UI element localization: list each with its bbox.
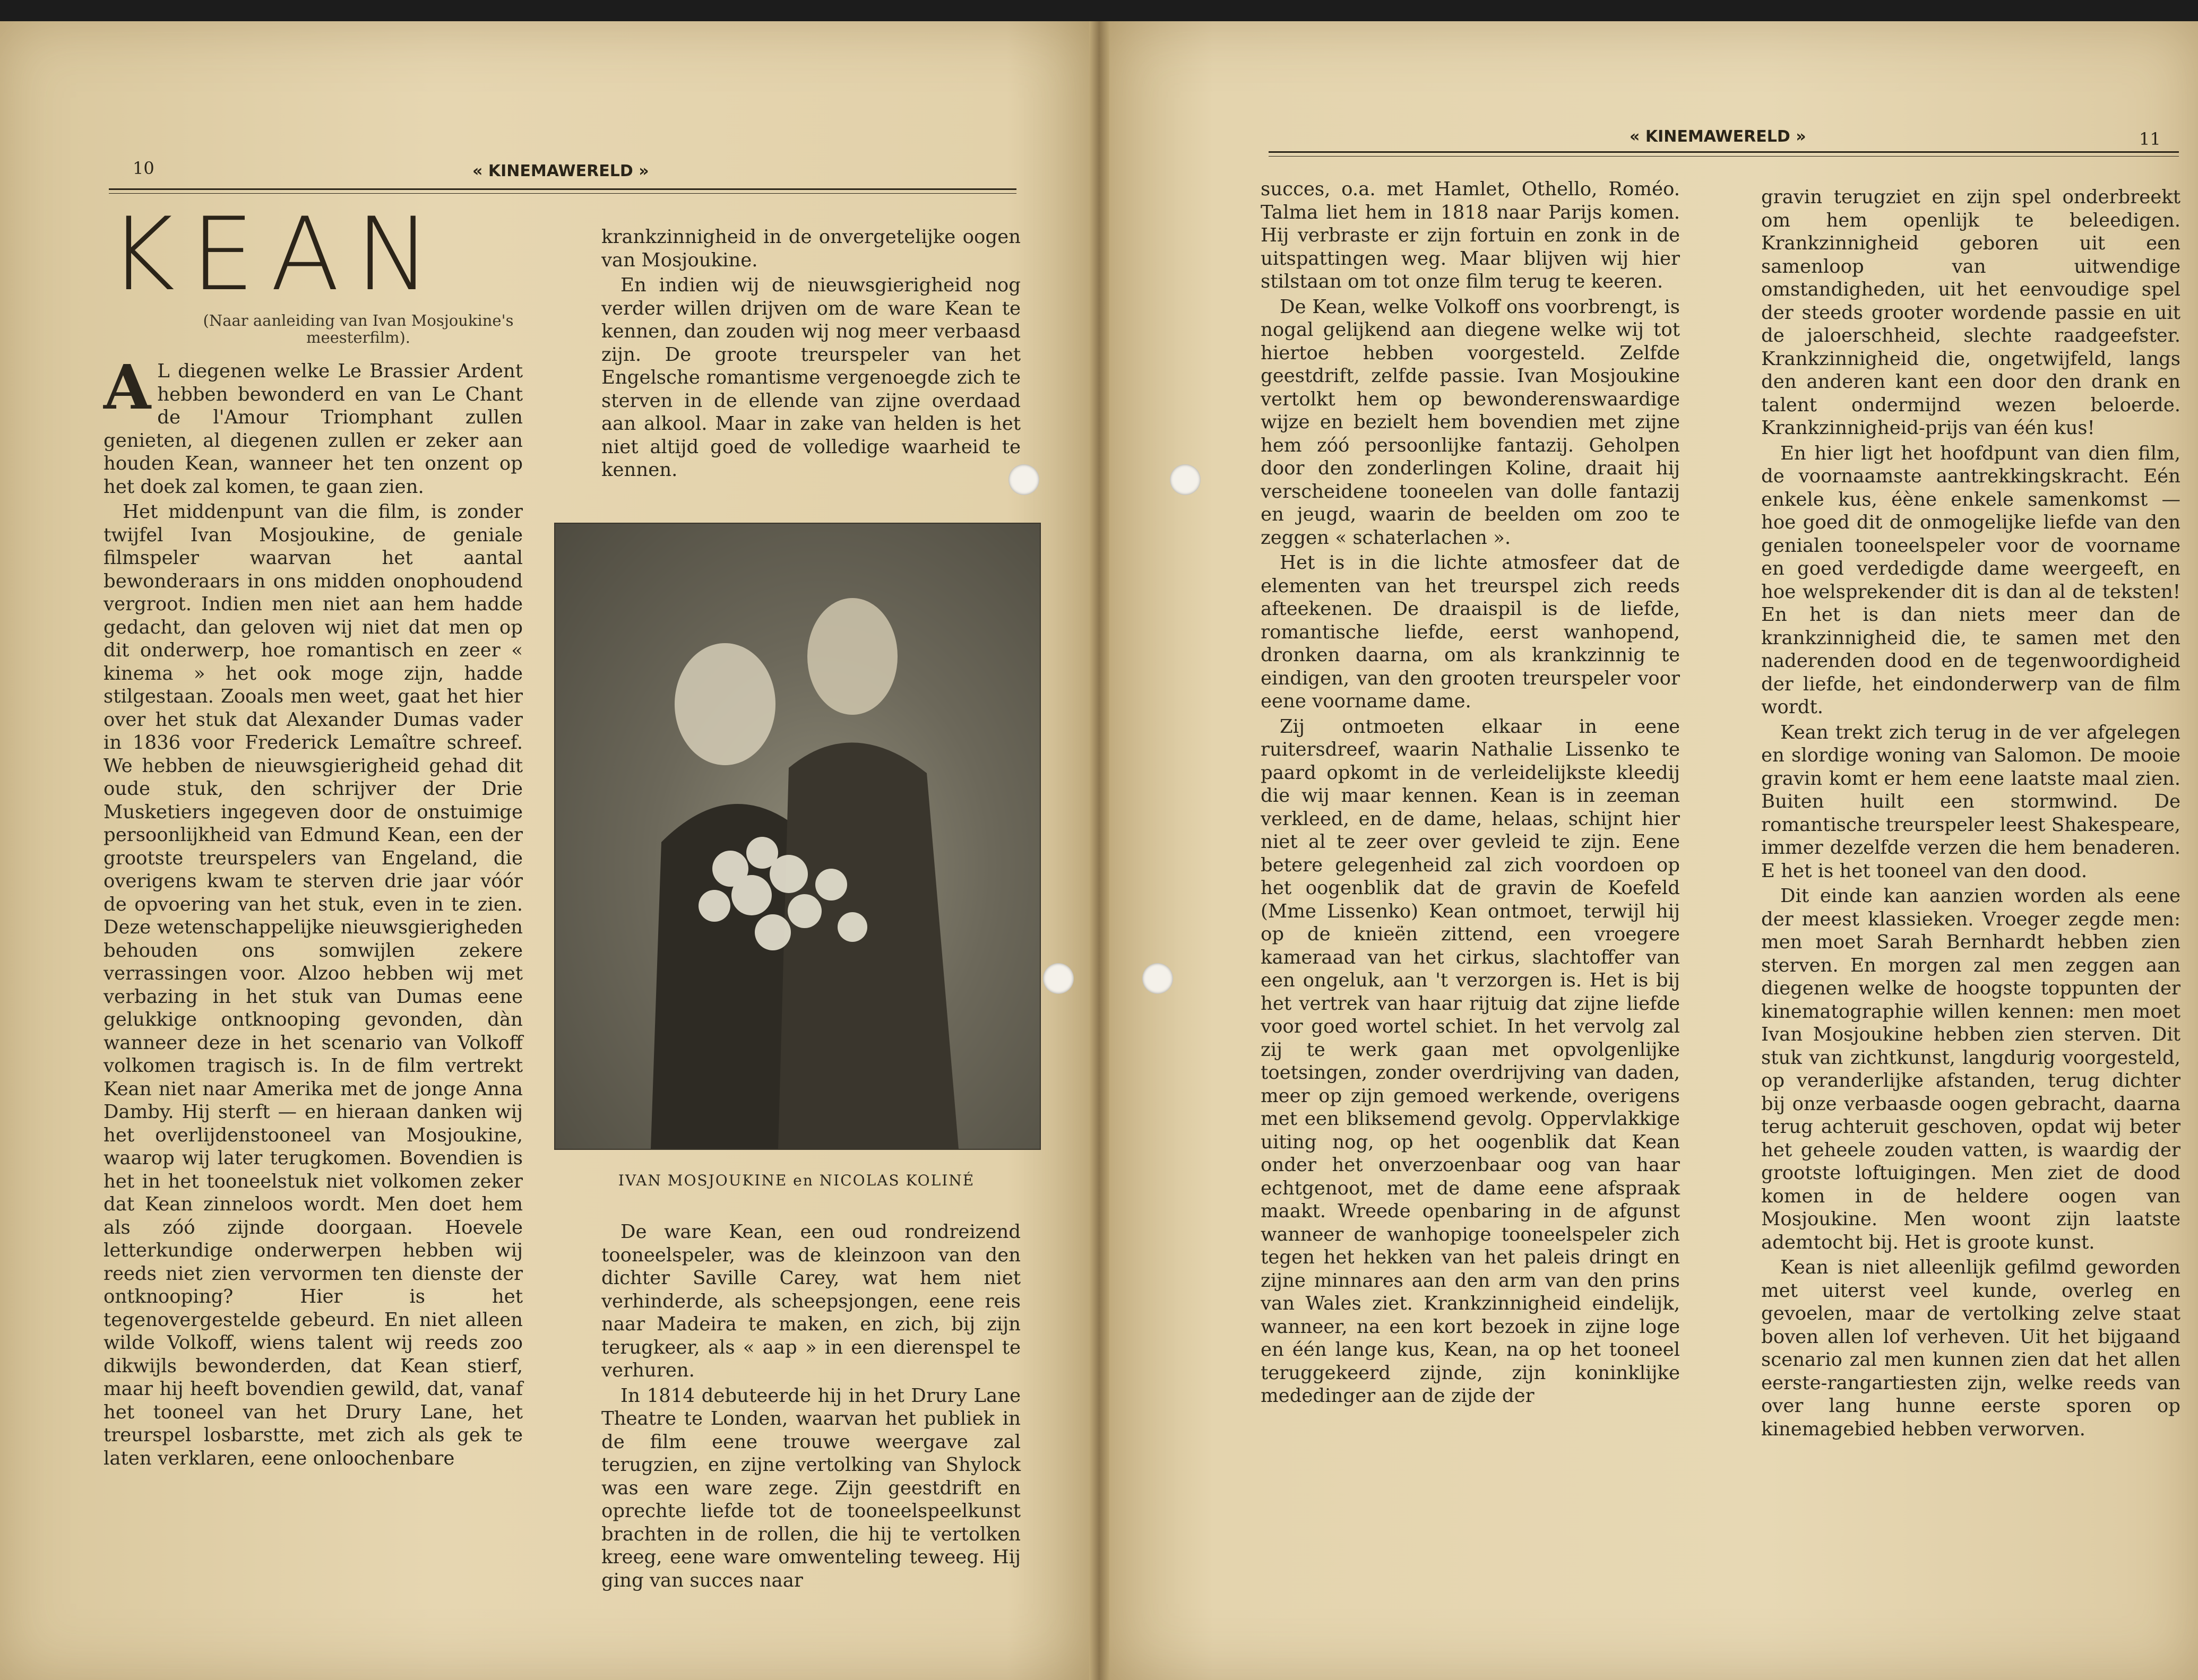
paragraph: Kean trekt zich terug in de ver afgelegen en slordige woning van Salomon. De mooie gravin komt er hem eene laatste maal zien. Buiten huilt een stormwind. De romantische treurspeler leest Shakespeare, immer dezelfde verzen die hem benaderen. E het is het tooneel van den dood. [1761,721,2180,882]
drop-cap: A [104,352,151,423]
punch-hole [1009,464,1039,495]
left-column-2-bottom [601,1220,1021,1603]
left-column-2-top [601,226,1021,501]
left-column-1 [104,352,523,1607]
paragraph: succes, o.a. met Hamlet, Othello, Roméo. Talma liet hem in 1818 naar Parijs komen. Hij verbraste er zijn fortuin en zonk in de uitspattingen weg. Maar blijven wij hier stilstaan om tot onze film terug te keeren. [1261,178,1680,292]
paragraph: De Kean, welke Volkoff ons voorbrengt, is nogal gelijkend aan diegene welke wij tot hiertoe hebben voorgesteld. Zelfde geestdrift, zelfde passie. Ivan Mosjoukine vertolkt hem op bewonderenswaardige wijze en bezielt hem bovendien met zijne hem zóó persoonlijke fantazij. Geholpen door den zonderlingen Koline, draait hij verscheidene tooneelen van dolle fantazij en jeugd, waarin de beelden om zoo te zeggen « schaterlachen ». [1261,296,1680,549]
paragraph: En indien wij de nieuwsgierigheid nog verder willen drijven om de ware Kean te kennen, dan zouden wij nog meer verbaasd zijn. De groote treurspeler van het Engelsche romantisme vergenoegde zich te sterven in de ellende van zijne overdaad aan alkool. Maar in zake van helden is het niet altijd goed de volledige waarheid te kennen. [601,274,1021,481]
punch-hole [1142,963,1173,994]
right-column-2 [1761,186,2180,1608]
paragraph: Kean is niet alleenlijk gefilmd geworden met uiterst veel kunde, overleg en gevoelen, maar de vertolking zelve staat boven allen lof verheven. Uit het bijgaand scenario zal men kunnen zien dat het allen eerste-rangartiesten zijn, welke reeds van over lang hunne eerste sporen op kinemagebied hebben verworven. [1761,1257,2180,1440]
page-number-left: 10 [133,158,154,178]
paragraph: A L diegenen welke Le Brassier Ardent hebben bewonderd en van Le Chant de l'Amour Triomphant zullen genieten, al diegenen zullen er zeker aan houden Kean, wanneer het ten onzent op het doek zal komen, te gaan zien. [104,352,523,498]
paragraph: En hier ligt het hoofdpunt van dien film, de voornaamste aantrekkingskracht. Eén enkele kus, éène enkele samenkomst — hoe goed dit de onmogelijke liefde van den genialen tooneelspeler voor de voorname en goed verdedigde dame weergeeft, en hoe welsprekender dit is dan al de teksten! En het is dan niets meer dan de krankzinnigheid die, te samen met den naderenden dood en de tegenwoordigheid der liefde, het eindonderwerp van de film wordt. [1761,442,2180,718]
header-rule-right [1269,151,2179,153]
page-number-right: 11 [2139,129,2161,149]
header-rule-left-thin [109,193,1016,194]
header-rule-left [109,188,1016,190]
paragraph: De ware Kean, een oud rondreizend tooneelspeler, was de kleinzoon van den dichter Saville Carey, wat hem niet verhinderde, als scheepsjongen, eene reis naar Madeira te maken, en zich, bij zijn terugkeer, als « aap » in een dierenspel te verhuren. [601,1221,1021,1381]
punch-hole [1170,464,1201,495]
running-header-right: « KINEMAWERELD » [1630,127,1806,146]
article-title: KEAN [109,196,447,313]
punch-hole [1043,963,1074,994]
paragraph: In 1814 debuteerde hij in het Drury Lane Theatre te Londen, waarvan het publiek in de film eene trouwe weergave zal terugzien, en zijne vertolking van Shylock was een ware zege. Zijn geestdrift en oprechte liefde tot de tooneelspeelkunst brachten in de rollen, die hij te vertolken kreeg, eene ware omwenteling teweeg. Hij ging van succes naar [601,1384,1021,1591]
book-spine [1089,21,1109,1680]
header-rule-right-thin [1269,156,2179,157]
photo-caption: IVAN MOSJOUKINE en NICOLAS KOLINÉ [618,1172,975,1189]
running-header-left: « KINEMAWERELD » [472,162,649,180]
paragraph: Zij ontmoeten elkaar in eene ruitersdreef, waarin Nathalie Lissenko te paard opkomt in de verleidelijkste kleedij die wij maar kennen. Kean is in zeeman verkleed, en de dame, helaas, schijnt hier niet al te zeer over gevleid te zijn. Eene betere gelegenheid zal zich voordoen op het oogenblik dat de gravin de Koefeld (Mme Lissenko) Kean ontmoet, terwijl hij op de knieën zittend, een vroegere kameraad van het cirkus, slachtoffer van een ongeluk, aan 't verzorgen is. Het is bij het vertrek van haar rijtuig dat zijne liefde voor goed wortel schiet. In het vervolg zal zij te werk gaan met opvolgenlijke toetsingen, zonder overdrijving van daden, meer op zijn gemoed werkende, overigens met een bliksemend gevolg. Oppervlakkige uiting nog, op het oogenblik dat Kean onder het onverzoenbaar oog van haar echtgenoot, met de dame eene afspraak maakt. Wreede openbaring in de afgunst wanneer de wanhopige tooneelspeler zich tegen het hekken van het paleis dringt en zijne minnares aan den arm van den prins van Wales ziet. Krankzinnigheid eindelijk, wanneer, na een kort bezoek in zijne loge en één lange kus, Kean, na op het tooneel teruggekeerd zijnde, zijn koninklijke mededinger aan de zijde der [1261,715,1680,1407]
paragraph: krankzinnigheid in de onvergetelijke oogen van Mosjoukine. [601,226,1021,271]
article-subtitle: (Naar aanleiding van Ivan Mosjoukine's meesterfilm). [203,311,514,347]
paragraph: Het middenpunt van die film, is zonder twijfel Ivan Mosjoukine, de geniale filmspeler waarvan het aantal bewonderaars in ons midden onophoudend vergroot. Indien men niet aan hem hadde gedacht, dan geloven wij niet dat men op dit onderwerp, hoe romantisch en zeer « kinema » het ook moge zijn, hadde stilgestaan. Zooals men weet, gaat het hier over het stuk dat Alexander Dumas vader in 1836 voor Frederick Lemaître schreef. We hebben de nieuwsgierigheid gehad dit oude stuk, den schrijver der Drie Musketiers ingegeven door de onstuimige persoonlijkheid van Edmund Kean, een der grootste treurspelers van Engeland, die overigens kwam te sterven drie jaar vóór de opvoering van het stuk, even in te zien. Deze wetenschappelijke nieuwsgierigheden behouden ons somwijlen zekere verrassingen voor. Alzoo hebben wij met verbazing in het stuk van Dumas eene gelukkige ontknooping gevonden, dàn wanneer deze in het scenario van Volkoff volkomen tragisch is. In de film vertrekt Kean niet naar Amerika met de jonge Anna Damby. Hij sterft — en hieraan danken wij het overlijdenstooneel van Mosjoukine, waarop wij later terugkomen. Bovendien is het in het tooneelstuk niet volkomen zeker dat Kean zinneloos wordt. Men doet hem als zóó zijnde doorgaan. Hoevele letterkundige onderwerpen hebben wij reeds niet zien vervormen ten dienste der ontknooping? Hier is het tegenovergestelde gebeurd. En niet alleen wilde Volkoff, wiens talent wij reeds zoo dikwijls bewonderden, dat Kean stierf, maar hij heeft bovendien gewild, dat, vanaf het tooneel van het Drury Lane, het treurspel losbarstte, met zich als gek te laten verklaren, eene onloochenbare [104,501,523,1469]
paragraph: gravin terugziet en zijn spel onderbreekt om hem openlijk te beleedigen. Krankzinnigheid geboren uit een samenloop van uitwendige omstandigheden, uit het eenvoudige spel der steeds grooter wordende passie en uit de jaloerschheid, slechte raadgeefster. Krankzinnigheid die, ongetwijfeld, langs den anderen kant een door den drank en talent ondermijnd wezen beloerde. Krankzinnigheid-prijs van één kus! [1761,186,2180,439]
paragraph: Het is in die lichte atmosfeer dat de elementen van het treurspel zich reeds afteekenen. De draaispil is de liefde, romantische liefde, eerst wanhopend, dronken daarna, om als krankzinnig te eindigen, van den grooten treurspeler voor eene voorname dame. [1261,552,1680,712]
photo-mosjoukine-koline [554,523,1041,1150]
portrait-photo [555,524,1040,1149]
right-column-1 [1261,178,1680,1610]
paragraph: Dit einde kan aanzien worden als eene der meest klassieken. Vroeger zegde men: men moet Sarah Bernhardt hebben zien sterven. En morgen zal men zeggen aan diegenen welke de hoogste toppunten der kinematographie willen kennen: men moet Ivan Mosjoukine hebben zien sterven. Dit stuk van zichtkunst, langdurig voorgesteld, op veranderlijke afstanden, terug dichter bij onze verbaasde oogen gebracht, daarna terug achteruit geschoven, opdat wij beter het geheele zouden vatten, is waardig der grootste loftuigingen. Men ziet de dood komen in de heldere oogen van Mosjoukine. Men woont zijn laatste ademtocht bij. Het is groote kunst. [1761,885,2180,1253]
